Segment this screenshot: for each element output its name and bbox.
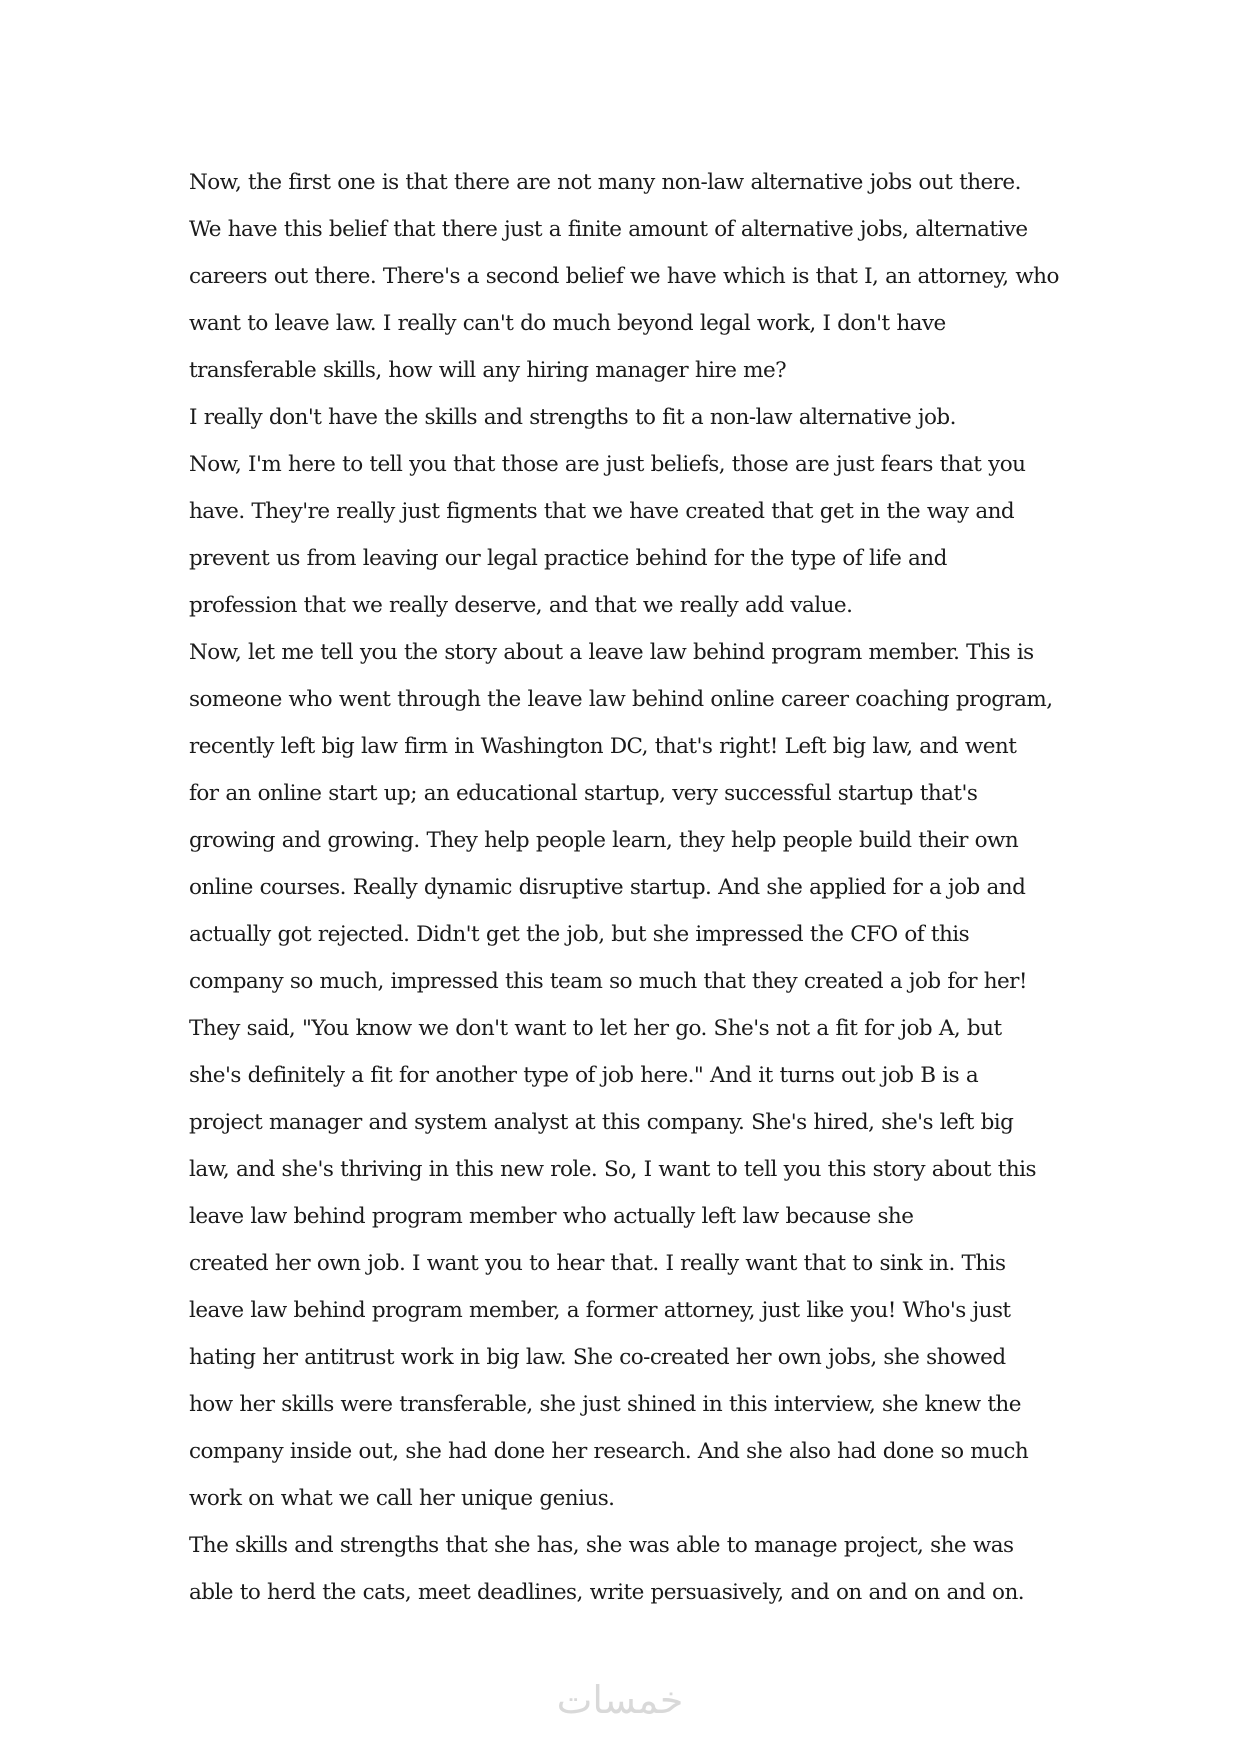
text-line: hating her antitrust work in big law. She co-created her own jobs, she showed <box>189 1345 1006 1370</box>
text-line: leave law behind program member who actually left law because she <box>189 1204 914 1229</box>
text-line: she's definitely a fit for another type of job here." And it turns out job B is a <box>189 1063 979 1088</box>
text-line: growing and growing. They help people learn, they help people build their own <box>189 828 1019 853</box>
text-line: company inside out, she had done her research. And she also had done so much <box>189 1439 1029 1464</box>
text-line: for an online start up; an educational startup, very successful startup that's <box>189 781 978 806</box>
text-line: law, and she's thriving in this new role. So, I want to tell you this story about this <box>189 1157 1036 1182</box>
text-line: company so much, impressed this team so much that they created a job for her! <box>189 969 1028 994</box>
text-line: able to herd the cats, meet deadlines, write persuasively, and on and on and on. <box>189 1580 1025 1605</box>
text-line: Now, the first one is that there are not many non-law alternative jobs out there. <box>189 170 1021 195</box>
body-text <box>189 159 1069 1616</box>
text-line: careers out there. There's a second belief we have which is that I, an attorney, who <box>189 264 1059 289</box>
text-line: work on what we call her unique genius. <box>189 1486 615 1511</box>
text-line: how her skills were transferable, she just shined in this interview, she knew the <box>189 1392 1021 1417</box>
text-line: The skills and strengths that she has, she was able to manage project, she was <box>189 1533 1014 1558</box>
text-line: I really don't have the skills and strengths to fit a non-law alternative job. <box>189 405 956 430</box>
text-line: created her own job. I want you to hear that. I really want that to sink in. This <box>189 1251 1006 1276</box>
text-line: They said, "You know we don't want to let her go. She's not a fit for job A, but <box>189 1016 1002 1041</box>
text-line: leave law behind program member, a former attorney, just like you! Who's just <box>189 1298 1011 1323</box>
text-line: someone who went through the leave law behind online career coaching program, <box>189 687 1053 712</box>
watermark-logo: خمسات <box>556 1678 684 1722</box>
text-line: project manager and system analyst at this company. She's hired, she's left big <box>189 1110 1014 1135</box>
text-line: actually got rejected. Didn't get the job, but she impressed the CFO of this <box>189 922 970 947</box>
text-line: transferable skills, how will any hiring manager hire me? <box>189 358 787 383</box>
text-line: recently left big law firm in Washington DC, that's right! Left big law, and went <box>189 734 1017 759</box>
text-line: Now, let me tell you the story about a leave law behind program member. This is <box>189 640 1034 665</box>
text-line: online courses. Really dynamic disruptive startup. And she applied for a job and <box>189 875 1026 900</box>
text-line: We have this belief that there just a finite amount of alternative jobs, alternative <box>189 217 1028 242</box>
text-line: Now, I'm here to tell you that those are just beliefs, those are just fears that you <box>189 452 1026 477</box>
text-line: have. They're really just figments that we have created that get in the way and <box>189 499 1015 524</box>
text-line: profession that we really deserve, and that we really add value. <box>189 593 853 618</box>
text-line: prevent us from leaving our legal practice behind for the type of life and <box>189 546 947 571</box>
text-line: want to leave law. I really can't do much beyond legal work, I don't have <box>189 311 946 336</box>
